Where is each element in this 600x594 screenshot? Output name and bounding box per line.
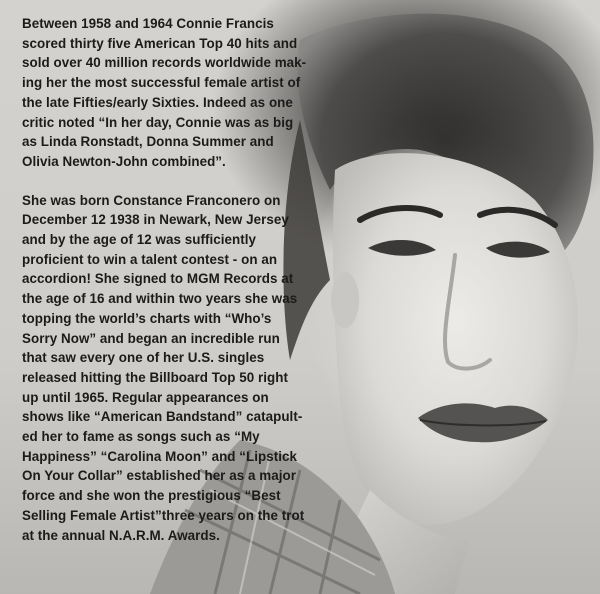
text-line: ing her the most successful female artist of [22,75,301,91]
text-line: She was born Constance Franconero on [22,192,281,208]
text-line: critic noted “In her day, Connie was as big [22,114,294,130]
biography-paragraph-2 [22,191,334,546]
text-line: force and she won the prestigious “Best [22,488,281,504]
text-line: the late Fifties/early Sixties. Indeed as one [22,94,293,110]
text-line: Happiness” “Carolina Moon” and “Lipstick [22,448,298,464]
text-line: Sorry Now” and began an incredible run [22,330,280,346]
text-line: December 12 1938 in Newark, New Jersey [22,212,289,228]
text-line: On Your Collar” established her as a major [22,468,296,484]
text-line: accordion! She signed to MGM Records at [22,271,294,287]
text-line: sold over 40 million records worldwide mak- [22,55,307,71]
text-line: Olivia Newton-John combined”. [22,153,226,169]
text-line: shows like “American Bandstand” catapult- [22,409,303,425]
biography-paragraph-1 [22,14,334,172]
text-line: the age of 16 and within two years she was [22,291,298,307]
text-line: released hitting the Billboard Top 50 right [22,369,289,385]
text-line: up until 1965. Regular appearances on [22,389,269,405]
text-line: at the annual N.A.R.M. Awards. [22,527,220,543]
text-line: that saw every one of her U.S. singles [22,350,265,366]
text-line: ed her to fame as songs such as “My [22,429,260,445]
text-line: scored thirty five American Top 40 hits and [22,35,298,51]
text-line: as Linda Ronstadt, Donna Summer and [22,134,274,150]
text-line: and by the age of 12 was sufficiently [22,232,257,248]
text-line: Selling Female Artist”three years on the trot [22,507,305,523]
text-line: Between 1958 and 1964 Connie Francis [22,16,274,31]
text-line: topping the world’s charts with “Who’s [22,310,272,326]
biography-text [22,14,334,545]
text-line: proficient to win a talent contest - on an [22,251,278,267]
